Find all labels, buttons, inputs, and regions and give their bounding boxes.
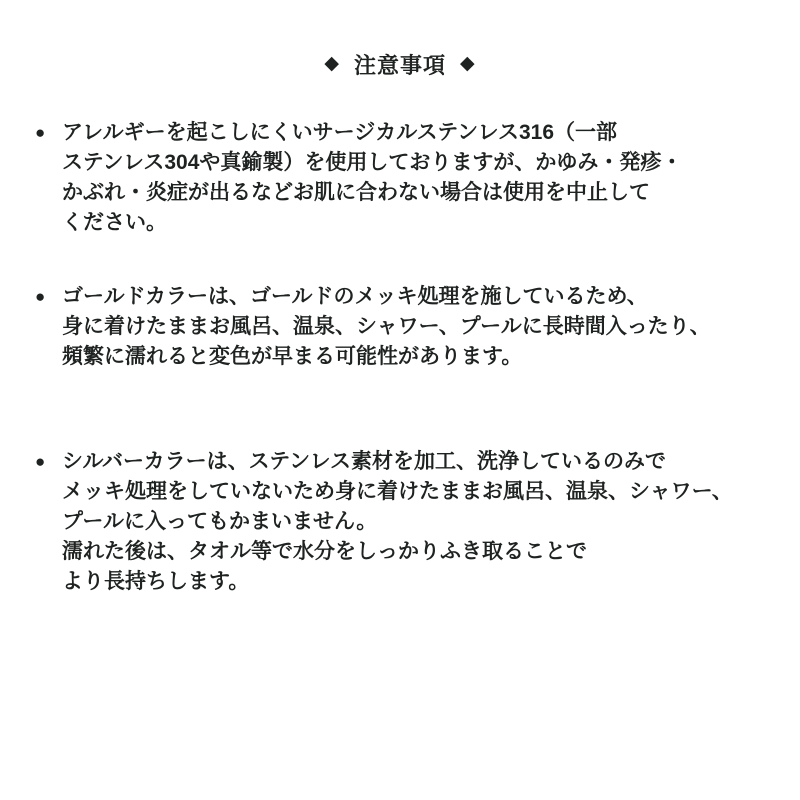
bullet-icon: ● [35,452,46,471]
bullet-icon: ● [35,287,46,306]
note-line: メッキ処理をしていないため身に着けたままお風呂、温泉、シャワー、 [62,480,733,503]
note-line: 頻繁に濡れると変色が早まる可能性があります。 [62,345,523,368]
note-line: かぶれ・炎症が出るなどお肌に合わない場合は使用を中止して [62,181,650,204]
note-text-block [62,118,765,238]
note-line: ステンレス304や真鍮製）を使用しておりますが、かゆみ・発疹・ [62,151,683,174]
page-title [0,50,800,78]
diamond-icon: ◆ [460,53,476,74]
note-text-block [62,282,765,372]
note-line: 身に着けたままお風呂、温泉、シャワー、プールに長時間入ったり、 [62,315,711,338]
note-line: 濡れた後は、タオル等で水分をしっかりふき取ることで [62,540,587,563]
note-line: シルバーカラーは、ステンレス素材を加工、洗浄しているのみで [62,450,666,473]
note-line: ください。 [62,211,167,234]
note-gold-color-plating [35,282,765,372]
note-silver-color-care [35,447,765,597]
note-text-block [62,447,765,597]
note-line: アレルギーを起こしにくいサージカルステンレス316（一部 [62,121,617,144]
bullet-icon: ● [35,123,46,142]
note-line: より長持ちします。 [62,570,250,593]
caution-notes-list [0,118,800,597]
note-line: ゴールドカラーは、ゴールドのメッキ処理を施しているため、 [62,285,648,308]
note-allergy-material [35,118,765,238]
page-title-text: 注意事項 [353,52,446,78]
note-line: プールに入ってもかまいません。 [62,510,378,533]
diamond-icon: ◆ [324,53,340,74]
